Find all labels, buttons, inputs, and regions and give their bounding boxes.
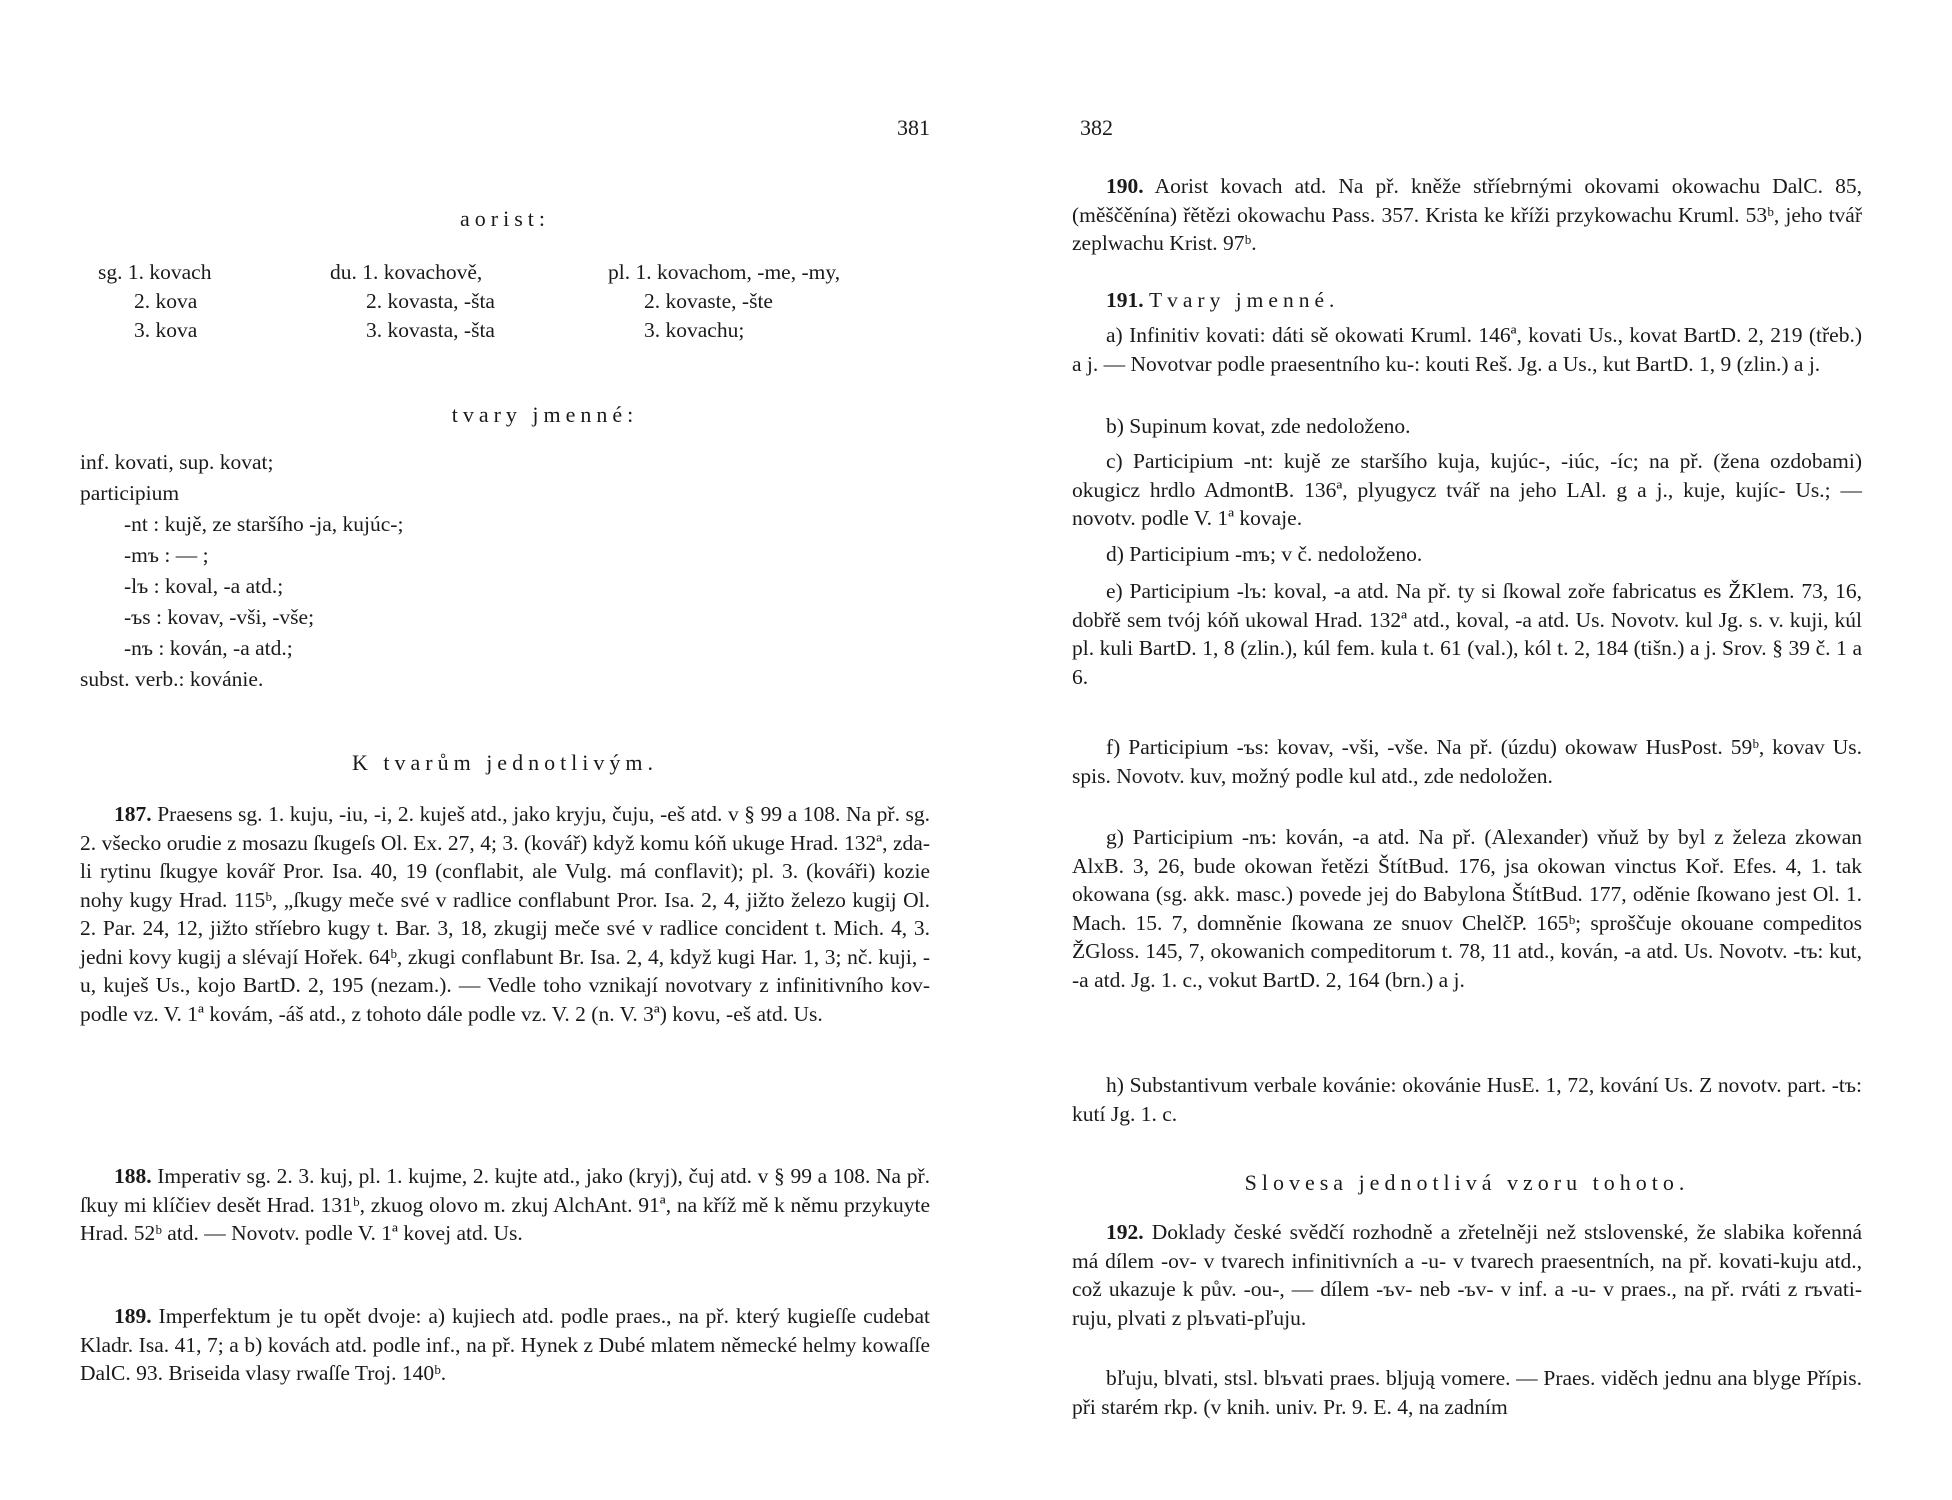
paragraph-text: h) Substantivum verbale kovánie: okovánie HusE. 1, 72, kování Us. Z novotv. part. -tъ: kutí Jg. 1. c. xyxy=(1072,1073,1862,1126)
paragraph-191b xyxy=(1072,412,1862,441)
nominal-line: -ъs : kovav, -vši, -vše; xyxy=(124,605,315,629)
paragraph-text: d) Participium -mъ; v č. nedoloženo. xyxy=(1106,542,1423,566)
paragraph-text: e) Participium -lъ: koval, -a atd. Na př. ty si ſkowal zoře fabricatus es ŽKlem. 73, 16, dobřě sem tvój kóň ukowal Hrad. 132ª atd., koval, -a atd. Us. Novotv. kul Jg. s. v. kuji, kúl pl. kuli BartD. 1, 8 (zlin.), kúl fem. kula t. 61 (val.), kól t. 2, 184 (tišn.) a j. Srov. § 39 č. 1 a 6. xyxy=(1072,579,1862,689)
nominal-line: participium xyxy=(80,481,180,505)
paragraph-189 xyxy=(80,1302,930,1388)
paragraph-191e xyxy=(1072,577,1862,691)
aorist-pl-1: pl. 1. kovachom, -me, -my, xyxy=(608,260,841,284)
paragraph-text: Imperfektum je tu opět dvoje: a) kujiech atd. podle praes., na př. který kugieſſe cudebat Kladr. Isa. 41, 7; a b) kovách atd. podle inf., na př. Hynek z Dubé mlatem německé helmy kowaſſe DalC. 93. Briseida vlasy rwaſſe Troj. 140ᵇ. xyxy=(80,1304,930,1385)
aorist-pl-2: 2. kovaste, -šte xyxy=(644,289,773,313)
paragraph-191f xyxy=(1072,733,1862,790)
paragraph-number: 188. xyxy=(114,1164,152,1188)
nominal-line: subst. verb.: kovánie. xyxy=(80,667,264,691)
nominal-line: inf. kovati, sup. kovat; xyxy=(80,450,274,474)
paragraph-190 xyxy=(1072,172,1862,258)
nominal-line: -nъ : kován, -a atd.; xyxy=(124,636,293,660)
page-number: 382 xyxy=(1080,115,1113,140)
paragraph-191d xyxy=(1072,540,1862,569)
paragraph-text: Praesens sg. 1. kuju, -iu, -i, 2. kuješ atd., jako kryju, čuju, -eš atd. v § 99 a 108. Na př. sg. 2. všecko orudie z mosazu ſkugeſs Ol. Ex. 27, 4; 3. (kovář) když komu kóň ukuge Hrad. 132ª, zda-li rytinu ſkugye kovář Pror. Isa. 40, 19 (conflabit, ale Vulg. má conflavit); pl. 3. (kováři) kozie nohy kugy Hrad. 115ᵇ, „ſkugy meče své v radlice conflabunt Pror. Isa. 2, 4, jižto železo kugij Ol. 2. Par. 24, 12, jižto stříebro kugy t. Bar. 3, 18, zkugij meče své v radlice concident t. Mich. 4, 3. jedni kovy kugij a slévají Hořek. 64ᵇ, zkugi conflabunt Br. Isa. 2, 4, když kugi Har. 1, 3; nč. kuji, -u, kuješ Us., kojo BartD. 2, 195 (nezam.). — Vedle toho vznikají novotvary z infinitivního kov- podle vz. V. 1ª kovám, -áš atd., z tohoto dále podle vz. V. 2 (n. V. 3ª) kovu, -eš atd. Us. xyxy=(80,802,931,1026)
paragraph-text: Imperativ sg. 2. 3. kuj, pl. 1. kujme, 2. kujte atd., jako (kryj), čuj atd. v § 99 a 108. Na př. ſkuy mi klíčiev desět Hrad. 131ᵇ, zkuog olovo m. zkuj AlchAnt. 91ª, na kříž mě k němu przykuyte Hrad. 52ᵇ atd. — Novotv. podle V. 1ª kovej atd. Us. xyxy=(80,1164,931,1245)
aorist-sg-3: 3. kova xyxy=(134,318,198,342)
paragraph-191g xyxy=(1072,823,1862,994)
paragraph-text: Doklady české svědčí rozhodně a zřetelněji než stslovenské, že slabika kořenná má dílem -ov- v tvarech infinitivních a -u- v tvarech praesentních, na př. kovati-kuju atd., což ukazuje k pův. -ou-, — dílem -ъv- neb -ъv- v inf. a -u- v praes., na př. rváti z rъvati-ruju, plvati z plъvati-pľuju. xyxy=(1072,1220,1862,1330)
paragraph-text: g) Participium -nъ: kován, -a atd. Na př. (Alexander) vňuž by byl z železa zkowan AlxB. 3, 26, bude okowan řetězi ŠtítBud. 176, jsa okowan vinctus Koř. Efes. 4, 1. tak okowana (sg. akk. masc.) povede jej do Babylona ŠtítBud. 177, oděnie ſkowano jest Ol. 1. Mach. 15. 7, domněnie ſkowana ze snuov ChelčP. 165ᵇ; sproščuje okouane compeditos ŽGloss. 145, 7, okowanich compeditorum t. 78, 11 atd., kován, -a atd. Us. Novotv. -tъ: kut, -a atd. Jg. 1. c., vokut BartD. 2, 164 (brn.) a j. xyxy=(1072,825,1862,992)
nominal-line: -mъ : — ; xyxy=(124,543,209,567)
paragraph-192-continued xyxy=(1072,1364,1862,1421)
paragraph-191-heading xyxy=(1072,286,1862,315)
aorist-sg-1: sg. 1. kovach xyxy=(98,260,212,284)
paragraph-number: 187. xyxy=(114,802,152,826)
paragraph-text: bľuju, blvati, stsl. blъvati praes. bljują vomere. — Praes. viděch jednu ana blyge Přípis. při starém rkp. (v knih. univ. Pr. 9. E. 4, na zadním xyxy=(1072,1366,1862,1419)
section-heading: Slovesa jednotlivá vzoru tohoto. xyxy=(1244,1170,1690,1195)
page-number: 381 xyxy=(897,115,930,140)
paragraph-191h xyxy=(1072,1071,1862,1128)
paragraph-text: a) Infinitiv kovati: dáti sě okowati Kruml. 146ª, kovati Us., kovat BartD. 2, 219 (třeb.) a j. — Novotvar podle praesentního ku-: kouti Reš. Jg. a Us., kut BartD. 1, 9 (zlin.) a j. xyxy=(1072,323,1862,376)
aorist-heading: aorist: xyxy=(460,206,550,231)
paragraph-number: 191. xyxy=(1106,288,1144,312)
paragraph-text: f) Participium -ъs: kovav, -vši, -vše. Na př. (úzdu) okowaw HusPost. 59ᵇ, kovav Us. spis. Novotv. kuv, možný podle kul atd., zde nedoložen. xyxy=(1072,735,1862,788)
paragraph-188 xyxy=(80,1162,930,1248)
section-heading: K tvarům jednotlivým. xyxy=(351,750,659,775)
right-page xyxy=(1072,0,1862,1500)
paragraph-text: c) Participium -nt: kujě ze staršího kuja, kujúc-, -iúc, -íc; na př. (žena ozdobami) okugicz hrdlo AdmontB. 136ª, plyugycz tvář na jeho LAl. g a j., kuje, kujíc- Us.; — novotv. podle V. 1ª kovaje. xyxy=(1072,449,1862,530)
paragraph-192 xyxy=(1072,1218,1862,1332)
paragraph-191c xyxy=(1072,447,1862,533)
aorist-du-3: 3. kovasta, -šta xyxy=(366,318,495,342)
aorist-du-2: 2. kovasta, -šta xyxy=(366,289,495,313)
aorist-pl-3: 3. kovachu; xyxy=(644,318,745,342)
left-page xyxy=(80,0,930,1500)
paragraph-number: 189. xyxy=(114,1304,152,1328)
paragraph-text: Aorist kovach atd. Na př. kněže stříebrnými okovami okowachu DalC. 85, (měščěnína) řětězi okowachu Pass. 357. Krista ke kříži przykowachu Kruml. 53ᵇ, jeho tvář zeplwachu Krist. 97ᵇ. xyxy=(1072,174,1862,255)
nominal-heading: tvary jmenné: xyxy=(451,402,639,427)
paragraph-number: 192. xyxy=(1106,1220,1144,1244)
paragraph-191a xyxy=(1072,321,1862,378)
paragraph-number: 190. xyxy=(1106,174,1144,198)
aorist-plural xyxy=(608,258,840,345)
paragraph-text: b) Supinum kovat, zde nedoloženo. xyxy=(1106,414,1411,438)
aorist-du-1: du. 1. kovachově, xyxy=(330,260,483,284)
paragraph-187 xyxy=(80,800,930,1028)
aorist-singular xyxy=(98,258,211,345)
aorist-sg-2: 2. kova xyxy=(134,289,198,313)
nominal-line: -lъ : koval, -a atd.; xyxy=(124,574,284,598)
nominal-line: -nt : kujě, ze staršího -ja, kujúc-; xyxy=(124,512,404,536)
subsection-heading: Tvary jmenné. xyxy=(1149,288,1340,312)
aorist-dual xyxy=(330,258,495,345)
